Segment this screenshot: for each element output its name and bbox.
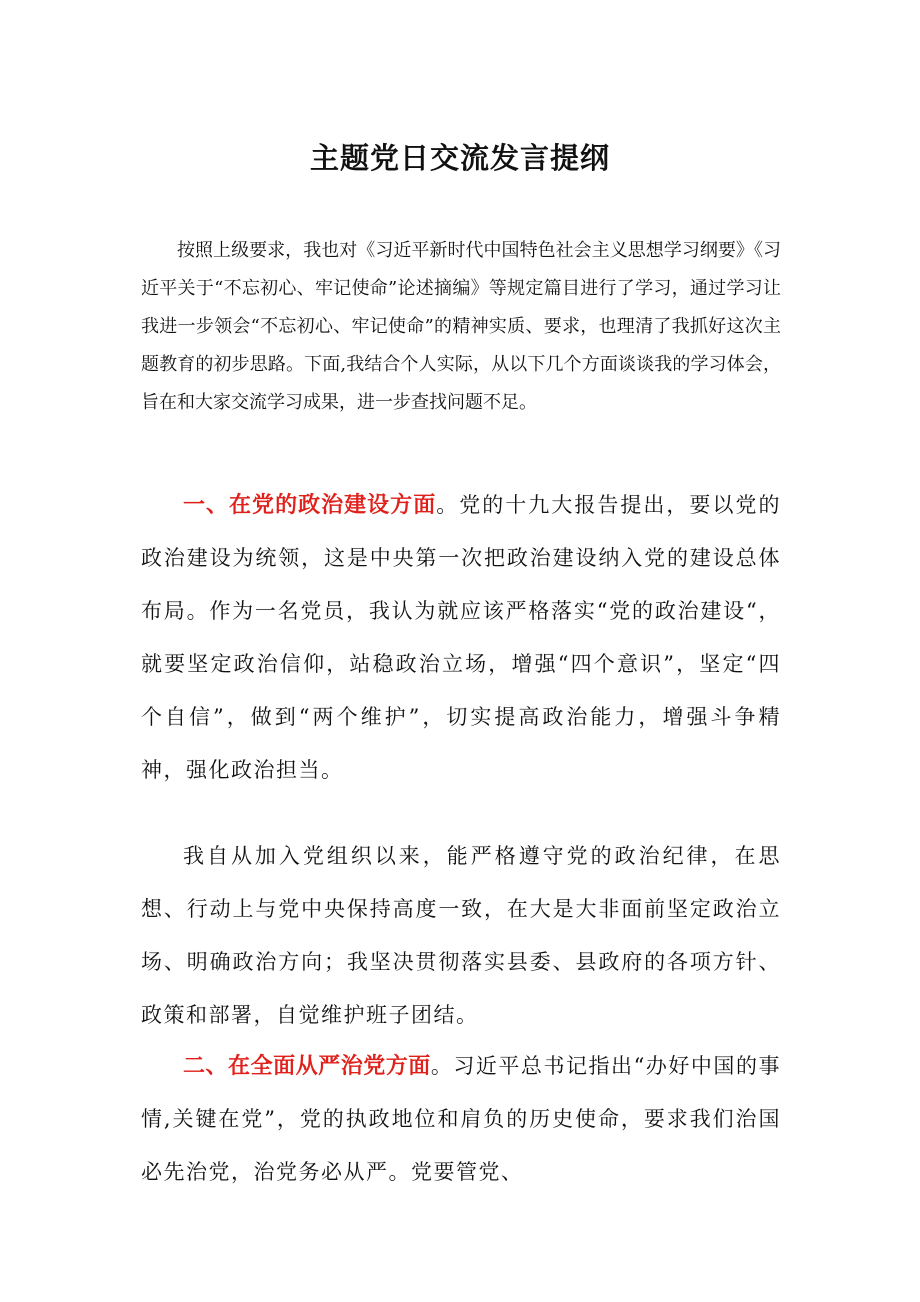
section-1-heading: 一、在党的政治建设方面 [183,493,437,518]
paragraph-2: 我自从加入党组织以来，能严格遵守党的政治纪律，在思想、行动上与党中央保持高度一致，在大是大非面前坚定政治立场、明确政治方向；我坚决贯彻落实县委、县政府的各项方针、政策和部署，自觉维护班子团结。 [141,844,781,1027]
section-1-paragraph [141,479,781,797]
section-1-body: 。党的十九大报告提出，要以党的政治建设为统领，这是中央第一次把政治建设纳入党的建设总体布局。作为一名党员，我认为就应该严格落实“党的政治建设“，就要坚定政治信仰，站稳政治立场，增强“四个意识”，坚定“四个自信”，做到“两个维护”，切实提高政治能力，增强斗争精神，强化政治担当。 [141,493,781,782]
document-title: 主题党日交流发言提纲 [309,141,610,175]
section-2-body: 。习近平总书记指出“办好中国的事情,关键在党”，党的执政地位和肩负的历史使命，要求我们治国必先治党，治党务必从严。党要管党、 [141,1054,781,1184]
section-2-paragraph [141,1040,781,1199]
section-2-heading: 二、在全面从严治党方面 [183,1054,431,1079]
intro-paragraph: 按照上级要求，我也对《习近平新时代中国特色社会主义思想学习纲要》《习近平关于“不忘初心、牢记使命”论述摘编》等规定篇目进行了学习，通过学习让我进一步领会“不忘初心、牢记使命”的精神实质、要求，也理清了我抓好这次主题教育的初步思路。下面,我结合个人实际，从以下几个方面谈谈我的学习体会，旨在和大家交流学习成果，进一步查找问题不足。 [141,240,781,413]
